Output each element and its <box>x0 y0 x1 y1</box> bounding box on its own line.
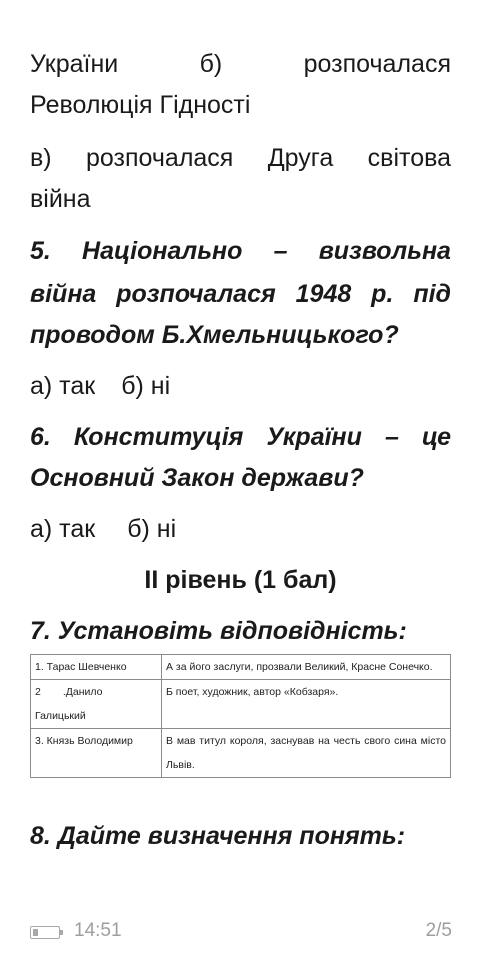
question-word: Національно <box>82 237 243 265</box>
battery-icon <box>30 926 60 939</box>
text-word: розпочалася <box>303 50 451 78</box>
text-word: України <box>30 50 119 78</box>
question-5-line-1 <box>30 230 451 272</box>
level-heading: ІІ рівень (1 бал) <box>144 566 337 594</box>
page-indicator: 2/5 <box>425 920 452 941</box>
matching-table <box>30 654 451 778</box>
table-cell: В мав титул короля, заснував на честь свого сина місто Львів. <box>162 729 451 778</box>
table-cell <box>31 680 162 729</box>
text-line-2: Революція Гідності <box>30 91 251 119</box>
text-line-3: в) розпочалася Друга світова <box>30 144 451 172</box>
question-6-answers <box>30 510 176 548</box>
question-5-line-3: проводом Б.Хмельницького? <box>30 321 399 349</box>
table-cell: 1. Тарас Шевченко <box>31 655 162 680</box>
cell-text: .Данило <box>62 686 103 698</box>
reader-status-bar <box>0 918 480 946</box>
table-row <box>31 729 451 778</box>
question-5-answers <box>30 367 170 405</box>
clock-time: 14:51 <box>74 920 122 941</box>
cell-text: 2 <box>35 686 41 698</box>
battery-tip <box>60 930 63 935</box>
question-6-line-1: 6. Конституція України – це <box>30 423 451 451</box>
question-number: 5. <box>30 237 51 265</box>
question-word: – <box>273 237 288 265</box>
table-cell: А за його заслуги, прозвали Великий, Красне Сонечко. <box>162 655 451 680</box>
table-cell: Б поет, художник, автор «Кобзаря». <box>162 680 451 729</box>
table-cell: 3. Князь Володимир <box>31 729 162 778</box>
question-8: 8. Дайте визначення понять: <box>30 822 406 850</box>
question-5-line-2: війна розпочалася 1948 р. під <box>30 280 451 308</box>
question-7: 7. Установіть відповідність: <box>30 617 407 645</box>
battery-level <box>33 929 38 936</box>
answer-b: б) ні <box>127 515 177 543</box>
answer-b: б) ні <box>121 372 171 400</box>
table-row <box>31 655 451 680</box>
text-line-4: війна <box>30 185 91 213</box>
table-row <box>31 680 451 729</box>
answer-a: а) так <box>30 515 96 543</box>
text-line-1 <box>30 45 451 83</box>
answer-a: а) так <box>30 372 96 400</box>
question-6-line-2: Основний Закон держави? <box>30 464 364 492</box>
text-word: б) <box>199 50 223 78</box>
question-word: визвольна <box>318 237 451 265</box>
cell-text: Галицький <box>35 710 86 722</box>
